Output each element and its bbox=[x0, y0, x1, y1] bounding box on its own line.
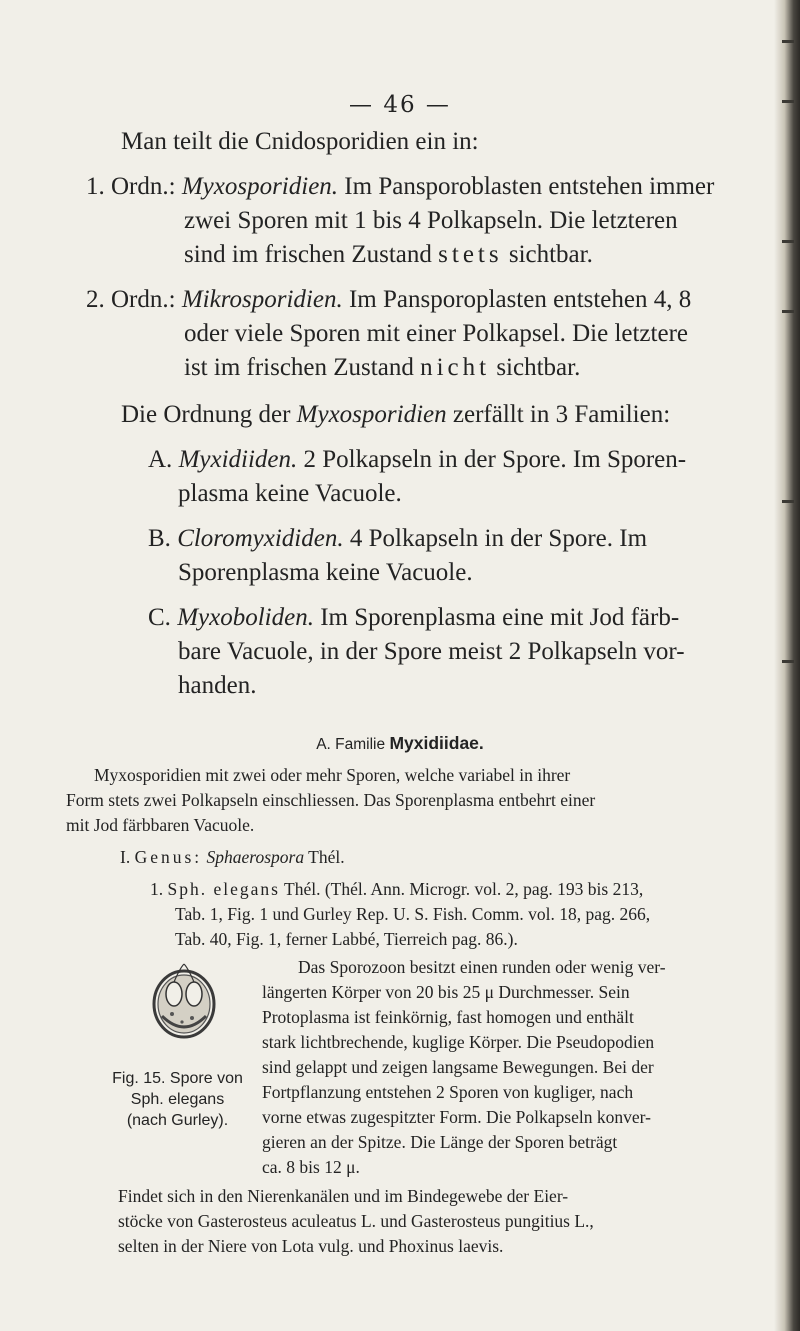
description-line: gieren an der Spitze. Die Länge der Sporen beträgt bbox=[262, 1132, 618, 1152]
species-line-2: Tab. 1, Fig. 1 und Gurley Rep. U. S. Fish. Comm. vol. 18, pag. 266, bbox=[175, 904, 651, 924]
family-label: C. bbox=[148, 604, 171, 631]
findings-line: Findet sich in den Nierenkanälen und im Bindegewebe der Eier- bbox=[118, 1186, 569, 1206]
order-text: sichtbar. bbox=[490, 354, 581, 381]
heading-prefix: A. Familie bbox=[316, 736, 390, 753]
findings-line: stöcke von Gasterosteus aculeatus L. und Gasterosteus pungitius L., bbox=[118, 1211, 594, 1231]
order-2-line-1 bbox=[86, 283, 691, 317]
emphasis: nicht bbox=[420, 354, 491, 381]
order-text: ist im frischen Zustand bbox=[184, 354, 421, 381]
species-num: 1. bbox=[150, 879, 168, 899]
order-text: Im Pansporoblasten entstehen immer bbox=[338, 173, 715, 200]
family-heading bbox=[0, 733, 800, 754]
caption-line: Fig. 15. Spore von bbox=[112, 1070, 243, 1087]
order-name: Mikrosporidien. bbox=[181, 286, 343, 313]
description-line: vorne etwas zugespitzter Form. Die Polkapseln konver- bbox=[262, 1107, 651, 1127]
findings-line: selten in der Niere von Lota vulg. und Phoxinus laevis. bbox=[118, 1236, 504, 1256]
genus-author: Thél. bbox=[304, 847, 345, 867]
caption-line: Sph. elegans bbox=[130, 1091, 225, 1108]
description-line: längerten Körper von 20 bis 25 μ Durchmesser. Sein bbox=[262, 982, 630, 1002]
text: zerfällt in 3 Familien: bbox=[446, 401, 671, 428]
families-intro bbox=[121, 398, 670, 432]
order-text: sind im frischen Zustand bbox=[184, 241, 439, 268]
description-line: stark lichtbrechende, kuglige Körper. Die Pseudopodien bbox=[262, 1032, 655, 1052]
caption-line: (nach Gurley). bbox=[126, 1112, 229, 1129]
genus-name: Sphaerospora bbox=[206, 847, 305, 867]
order-name: Myxosporidien bbox=[296, 401, 447, 428]
intro-line: Man teilt die Cnidosporidien ein in: bbox=[121, 128, 479, 155]
edge-mark bbox=[782, 660, 794, 663]
order-1-line-3 bbox=[184, 238, 593, 272]
family-c-line-3: handen. bbox=[178, 672, 257, 699]
text: Die Ordnung der bbox=[121, 401, 297, 428]
order-name: Myxosporidien. bbox=[181, 173, 339, 200]
genus-label: I. bbox=[120, 847, 135, 867]
description-line: Das Sporozoon besitzt einen runden oder wenig ver- bbox=[298, 957, 666, 977]
page-number: — 46 — bbox=[349, 92, 451, 118]
family-name: Myxidiiden. bbox=[178, 446, 298, 473]
description-line: ca. 8 bis 12 μ. bbox=[262, 1157, 360, 1177]
species-name: Sph. elegans bbox=[167, 879, 280, 899]
genus-word: Genus: bbox=[134, 847, 203, 867]
order-1-line-1 bbox=[86, 170, 714, 204]
order-label: 2. Ordn.: bbox=[86, 286, 176, 313]
family-desc-line: mit Jod färbbaren Vacuole. bbox=[66, 815, 255, 835]
edge-mark bbox=[782, 240, 794, 243]
order-text: sichtbar. bbox=[502, 241, 593, 268]
family-b-line-1 bbox=[148, 522, 647, 556]
edge-mark bbox=[782, 310, 794, 313]
genus-line bbox=[120, 845, 345, 870]
family-c-line-2: bare Vacuole, in der Spore meist 2 Polkapseln vor- bbox=[178, 638, 685, 665]
family-name: Cloromyxididen. bbox=[177, 525, 344, 552]
page-edge-shadow bbox=[774, 0, 800, 1331]
edge-mark bbox=[782, 40, 794, 43]
order-2-line-3 bbox=[184, 351, 580, 385]
order-2-line-2: oder viele Sporen mit einer Polkapsel. Die letztere bbox=[184, 320, 688, 347]
description-line: Fortpflanzung entstehen 2 Sporen von kugliger, nach bbox=[262, 1082, 634, 1102]
family-c-line-1 bbox=[148, 601, 679, 635]
emphasis: stets bbox=[438, 241, 503, 268]
spore-figure-image bbox=[144, 958, 222, 1044]
family-b-line-2: Sporenplasma keine Vacuole. bbox=[178, 559, 473, 586]
order-1-line-2: zwei Sporen mit 1 bis 4 Polkapseln. Die letzteren bbox=[184, 207, 678, 234]
description-line: Protoplasma ist feinkörnig, fast homogen und enthält bbox=[262, 1007, 634, 1027]
figure-caption bbox=[110, 1068, 245, 1131]
family-text: 2 Polkapseln in der Spore. Im Sporen- bbox=[297, 446, 687, 473]
order-label: 1. Ordn.: bbox=[86, 173, 176, 200]
family-name: Myxoboliden. bbox=[177, 604, 314, 631]
family-text: 4 Polkapseln in der Spore. Im bbox=[343, 525, 648, 552]
family-a-line-2: plasma keine Vacuole. bbox=[178, 480, 402, 507]
species-line-3: Tab. 40, Fig. 1, ferner Labbé, Tierreich pag. 86.). bbox=[175, 929, 518, 949]
species-line-1 bbox=[150, 877, 643, 902]
edge-mark bbox=[782, 500, 794, 503]
species-ref: Thél. (Thél. Ann. Microgr. vol. 2, pag. 193 bis 213, bbox=[279, 879, 644, 899]
description-line: sind gelappt und zeigen langsame Bewegungen. Bei der bbox=[262, 1057, 654, 1077]
family-label: A. bbox=[148, 446, 173, 473]
family-label: B. bbox=[148, 525, 171, 552]
family-a-line-1 bbox=[148, 443, 686, 477]
family-desc-line: Form stets zwei Polkapseln einschliessen. Das Sporenplasma entbehrt einer bbox=[66, 790, 596, 810]
heading-name: Myxidiidae. bbox=[389, 733, 484, 753]
order-text: Im Pansporoplasten entstehen 4, 8 bbox=[342, 286, 692, 313]
family-text: Im Sporenplasma eine mit Jod färb- bbox=[313, 604, 680, 631]
family-desc-line: Myxosporidien mit zwei oder mehr Sporen, welche variabel in ihrer bbox=[94, 765, 571, 785]
